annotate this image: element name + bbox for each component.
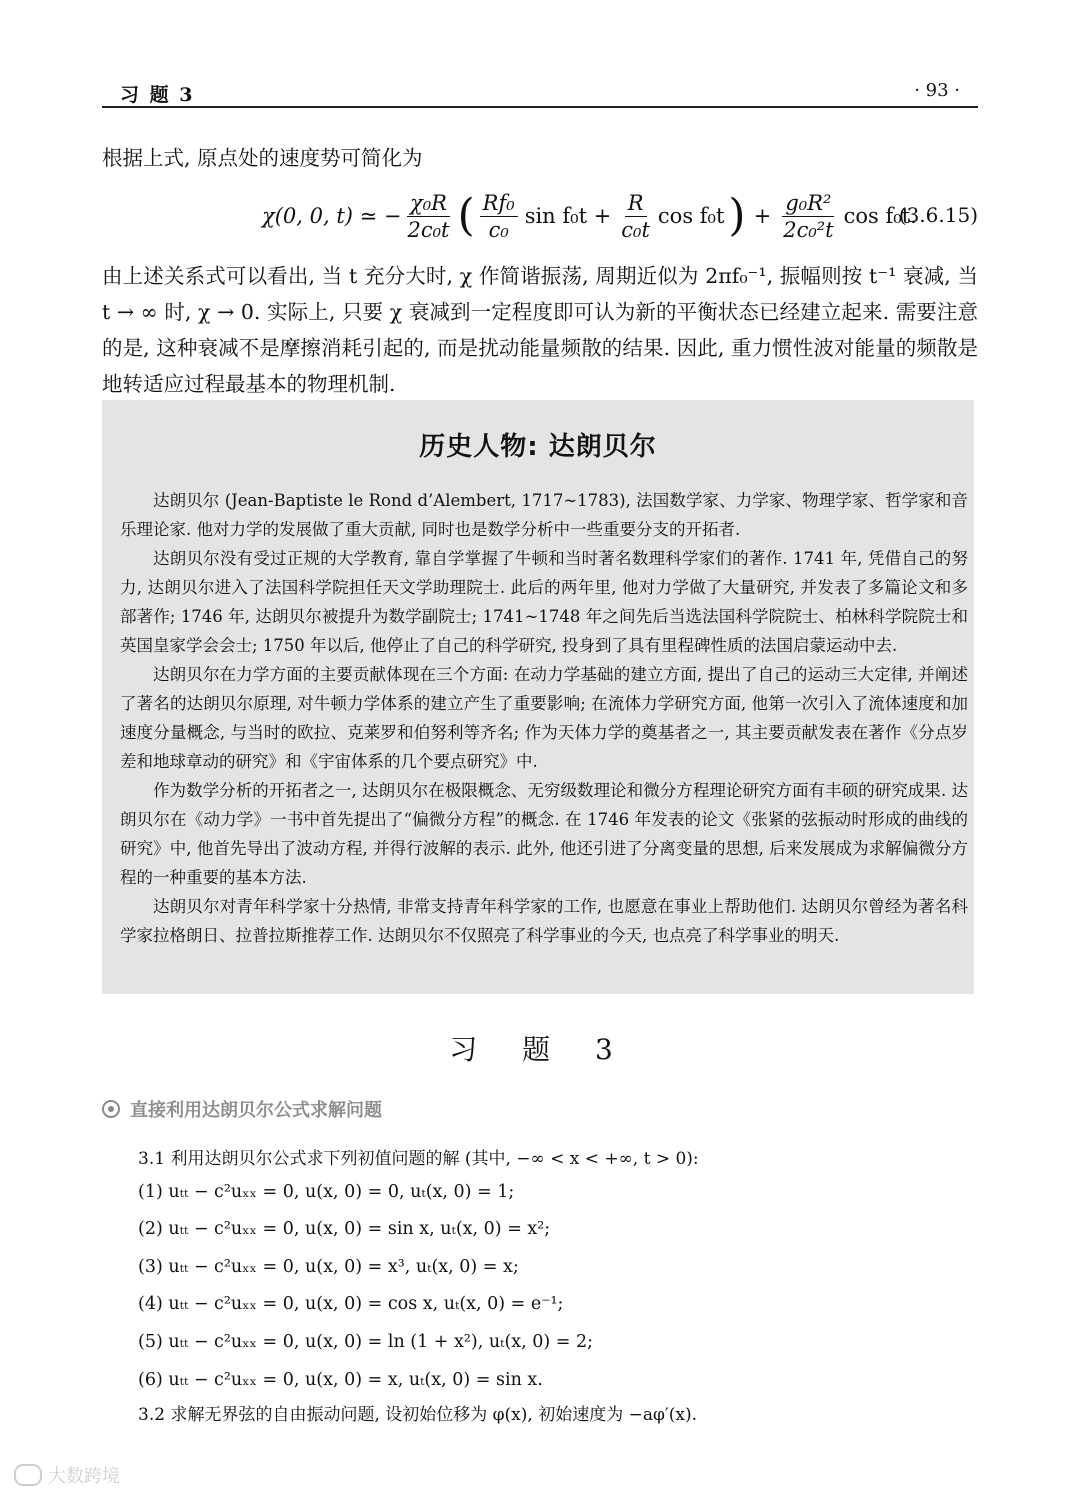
eq-term-1: sin f₀t + bbox=[524, 204, 612, 228]
eq-term-2: cos f₀t bbox=[657, 204, 725, 228]
intro-line: 根据上式, 原点处的速度势可简化为 bbox=[102, 146, 423, 170]
eq-frac-2-den: c₀ bbox=[488, 217, 509, 242]
watermark bbox=[14, 1462, 120, 1488]
eq-term-3: cos f₀t. bbox=[843, 204, 917, 228]
subsection-heading bbox=[102, 1096, 382, 1122]
history-title: 历史人物: 达朗贝尔 bbox=[419, 432, 657, 462]
explanation-paragraph: 由上述关系式可以看出, 当 t 充分大时, χ 作简谐振荡, 周期近似为 2πf₀⁻¹, 振幅则按 t⁻¹ 衰减, 当 t → ∞ 时, χ → 0. 实际上, 只要 χ 衰减到一定程度即可认为新的平衡状态已经建立起来. 需要注意的是, 这种衰减不是摩擦消耗引起的, 而是扰动能量频散的结果. 因此, 重力惯性波对能量的频散是地转适应过程最基本的物理机制. bbox=[102, 264, 978, 396]
eq-frac-1-num: χ₀R bbox=[407, 190, 450, 217]
target-icon bbox=[102, 1100, 120, 1118]
problem-3-1: 3.1 利用达朗贝尔公式求下列初值问题的解 (其中, −∞ < x < +∞, t > 0): bbox=[138, 1149, 699, 1169]
eq-frac-2-num: Rf₀ bbox=[480, 190, 518, 217]
watermark-logo-icon bbox=[14, 1464, 42, 1486]
history-paragraph: 达朗贝尔对青年科学家十分热情, 非常支持青年科学家的工作, 也愿意在事业上帮助他们. 达朗贝尔曾经为著名科学家拉格朗日、拉普拉斯推荐工作. 达朗贝尔不仅照亮了科学事业的今天, 也点亮了科学事业的明天. bbox=[120, 897, 968, 945]
history-text bbox=[120, 486, 968, 950]
eq-plus: + bbox=[753, 204, 772, 228]
exercise-item: (5) uₜₜ − c²uₓₓ = 0, u(x, 0) = ln (1 + x²), uₜ(x, 0) = 2; bbox=[138, 1332, 594, 1352]
exercise-item: (2) uₜₜ − c²uₓₓ = 0, u(x, 0) = sin x, uₜ(x, 0) = x²; bbox=[138, 1219, 551, 1239]
subsection-label: 直接利用达朗贝尔公式求解问题 bbox=[130, 1100, 382, 1121]
exercises-title: 习 题 3 bbox=[449, 1033, 631, 1066]
running-head: 习 题 3 bbox=[120, 84, 195, 106]
eq-frac-4-den: 2c₀²t bbox=[783, 217, 834, 242]
eq-frac-2 bbox=[480, 190, 518, 243]
exercise-item: (1) uₜₜ − c²uₓₓ = 0, u(x, 0) = 0, uₜ(x, 0) = 1; bbox=[138, 1182, 515, 1202]
eq-frac-3 bbox=[618, 190, 653, 243]
eq-close-paren: ) bbox=[728, 190, 746, 241]
eq-frac-1 bbox=[405, 190, 453, 243]
problem-3-2: 3.2 求解无界弦的自由振动问题, 设初始位移为 φ(x), 初始速度为 −aφ′(x). bbox=[138, 1405, 698, 1425]
equation-number: (3.6.15) bbox=[898, 203, 978, 227]
eq-frac-4-num: g₀R² bbox=[782, 190, 834, 217]
exercise-item: (4) uₜₜ − c²uₓₓ = 0, u(x, 0) = cos x, uₜ(x, 0) = e⁻¹; bbox=[138, 1294, 564, 1314]
equation-body bbox=[262, 185, 917, 247]
eq-lhs: χ(0, 0, t) ≃ − bbox=[262, 204, 402, 228]
eq-frac-3-num: R bbox=[625, 190, 647, 217]
history-paragraph: 作为数学分析的开拓者之一, 达朗贝尔在极限概念、无穷级数理论和微分方程理论研究方面有丰硕的研究成果. 达朗贝尔在《动力学》一书中首先提出了“偏微分方程”的概念. 在 1746 年发表的论文《张紧的弦振动时形成的曲线的研究》中, 他首先导出了波动方程, 并得行波解的表示. 此外, 他还引进了分离变量的思想, 后来发展成为求解偏微分方程的一种重要的基本方法. bbox=[120, 781, 968, 887]
exercise-item: (6) uₜₜ − c²uₓₓ = 0, u(x, 0) = x, uₜ(x, 0) = sin x. bbox=[138, 1370, 543, 1390]
history-paragraph: 达朗贝尔没有受过正规的大学教育, 靠自学掌握了牛顿和当时著名数理科学家们的著作. 1741 年, 凭借自己的努力, 达朗贝尔进入了法国科学院担任天文学助理院士. 此后的两年里, 他对力学做了大量研究, 并发表了多篇论文和多部著作; 1746 年, 达朗贝尔被提升为数学副院士; 1741∼1748 年之间先后当选法国科学院院士、柏林科学院院士和英国皇家学会会士; 1750 年以后, 他停止了自己的科学研究, 投身到了具有里程碑性质的法国启蒙运动中去. bbox=[120, 549, 968, 655]
page-header bbox=[102, 76, 978, 108]
eq-open-paren: ( bbox=[457, 190, 475, 241]
eq-frac-4 bbox=[780, 190, 836, 243]
exercise-item: (3) uₜₜ − c²uₓₓ = 0, u(x, 0) = x³, uₜ(x, 0) = x; bbox=[138, 1257, 519, 1277]
history-paragraph: 达朗贝尔 (Jean-Baptiste le Rond d’Alembert, 1717∼1783), 法国数学家、力学家、物理学家、哲学家和音乐理论家. 他对力学的发展做了重大贡献, 同时也是数学分析中一些重要分支的开拓者. bbox=[120, 491, 968, 539]
eq-frac-1-den: 2c₀t bbox=[407, 217, 450, 242]
history-box bbox=[102, 400, 974, 994]
eq-frac-3-den: c₀t bbox=[621, 217, 650, 242]
history-paragraph: 达朗贝尔在力学方面的主要贡献体现在三个方面: 在动力学基础的建立方面, 提出了自己的运动三大定律, 并阐述了著名的达朗贝尔原理, 对牛顿力学体系的建立产生了重要影响; 在流体力学研究方面, 他第一次引入了流体速度和加速度分量概念, 与当时的欧拉、克莱罗和伯努利等齐名; 作为天体力学的奠基者之一, 其主要贡献发表在著作《分点岁差和地球章动的研究》和《宇宙体系的几个要点研究》中. bbox=[120, 665, 968, 771]
equation-3-6-15 bbox=[102, 185, 978, 247]
page-number: · 93 · bbox=[914, 80, 960, 101]
watermark-text: 大数跨境 bbox=[48, 1466, 120, 1487]
